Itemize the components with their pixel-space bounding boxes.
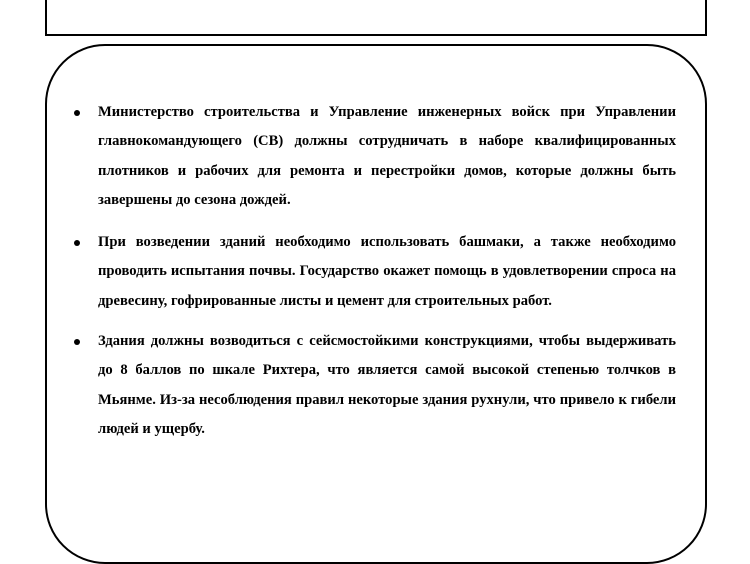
bullet-item-1 bbox=[72, 98, 676, 215]
bullet-dot-icon bbox=[74, 339, 80, 345]
bullet-item-3 bbox=[72, 327, 676, 444]
bullet-list bbox=[72, 98, 676, 457]
bullet-dot-icon bbox=[74, 240, 80, 246]
bullet-dot-icon bbox=[74, 110, 80, 116]
bullet-item-2 bbox=[72, 228, 676, 316]
top-text-frame bbox=[45, 0, 707, 36]
bullet-text: При возведении зданий необходимо использовать башмаки, а также необходимо проводить испытания почвы. Государство окажет помощь в удовлетворении спроса на древесину, гофрированные листы и цемент для строительных работ. bbox=[98, 234, 676, 309]
bullet-text: Министерство строительства и Управление инженерных войск при Управлении главнокомандующего (СВ) должны сотрудничать в наборе квалифицированных плотников и рабочих для ремонта и перестройки домов, которые должны быть завершены до сезона дождей. bbox=[98, 104, 676, 208]
bullet-text: Здания должны возводиться с сейсмостойкими конструкциями, чтобы выдерживать до 8 баллов по шкале Рихтера, что является самой высокой степенью толчков в Мьянме. Из-за несоблюдения правил некоторые здания рухнули, что привело к гибели людей и ущербу. bbox=[98, 333, 676, 437]
